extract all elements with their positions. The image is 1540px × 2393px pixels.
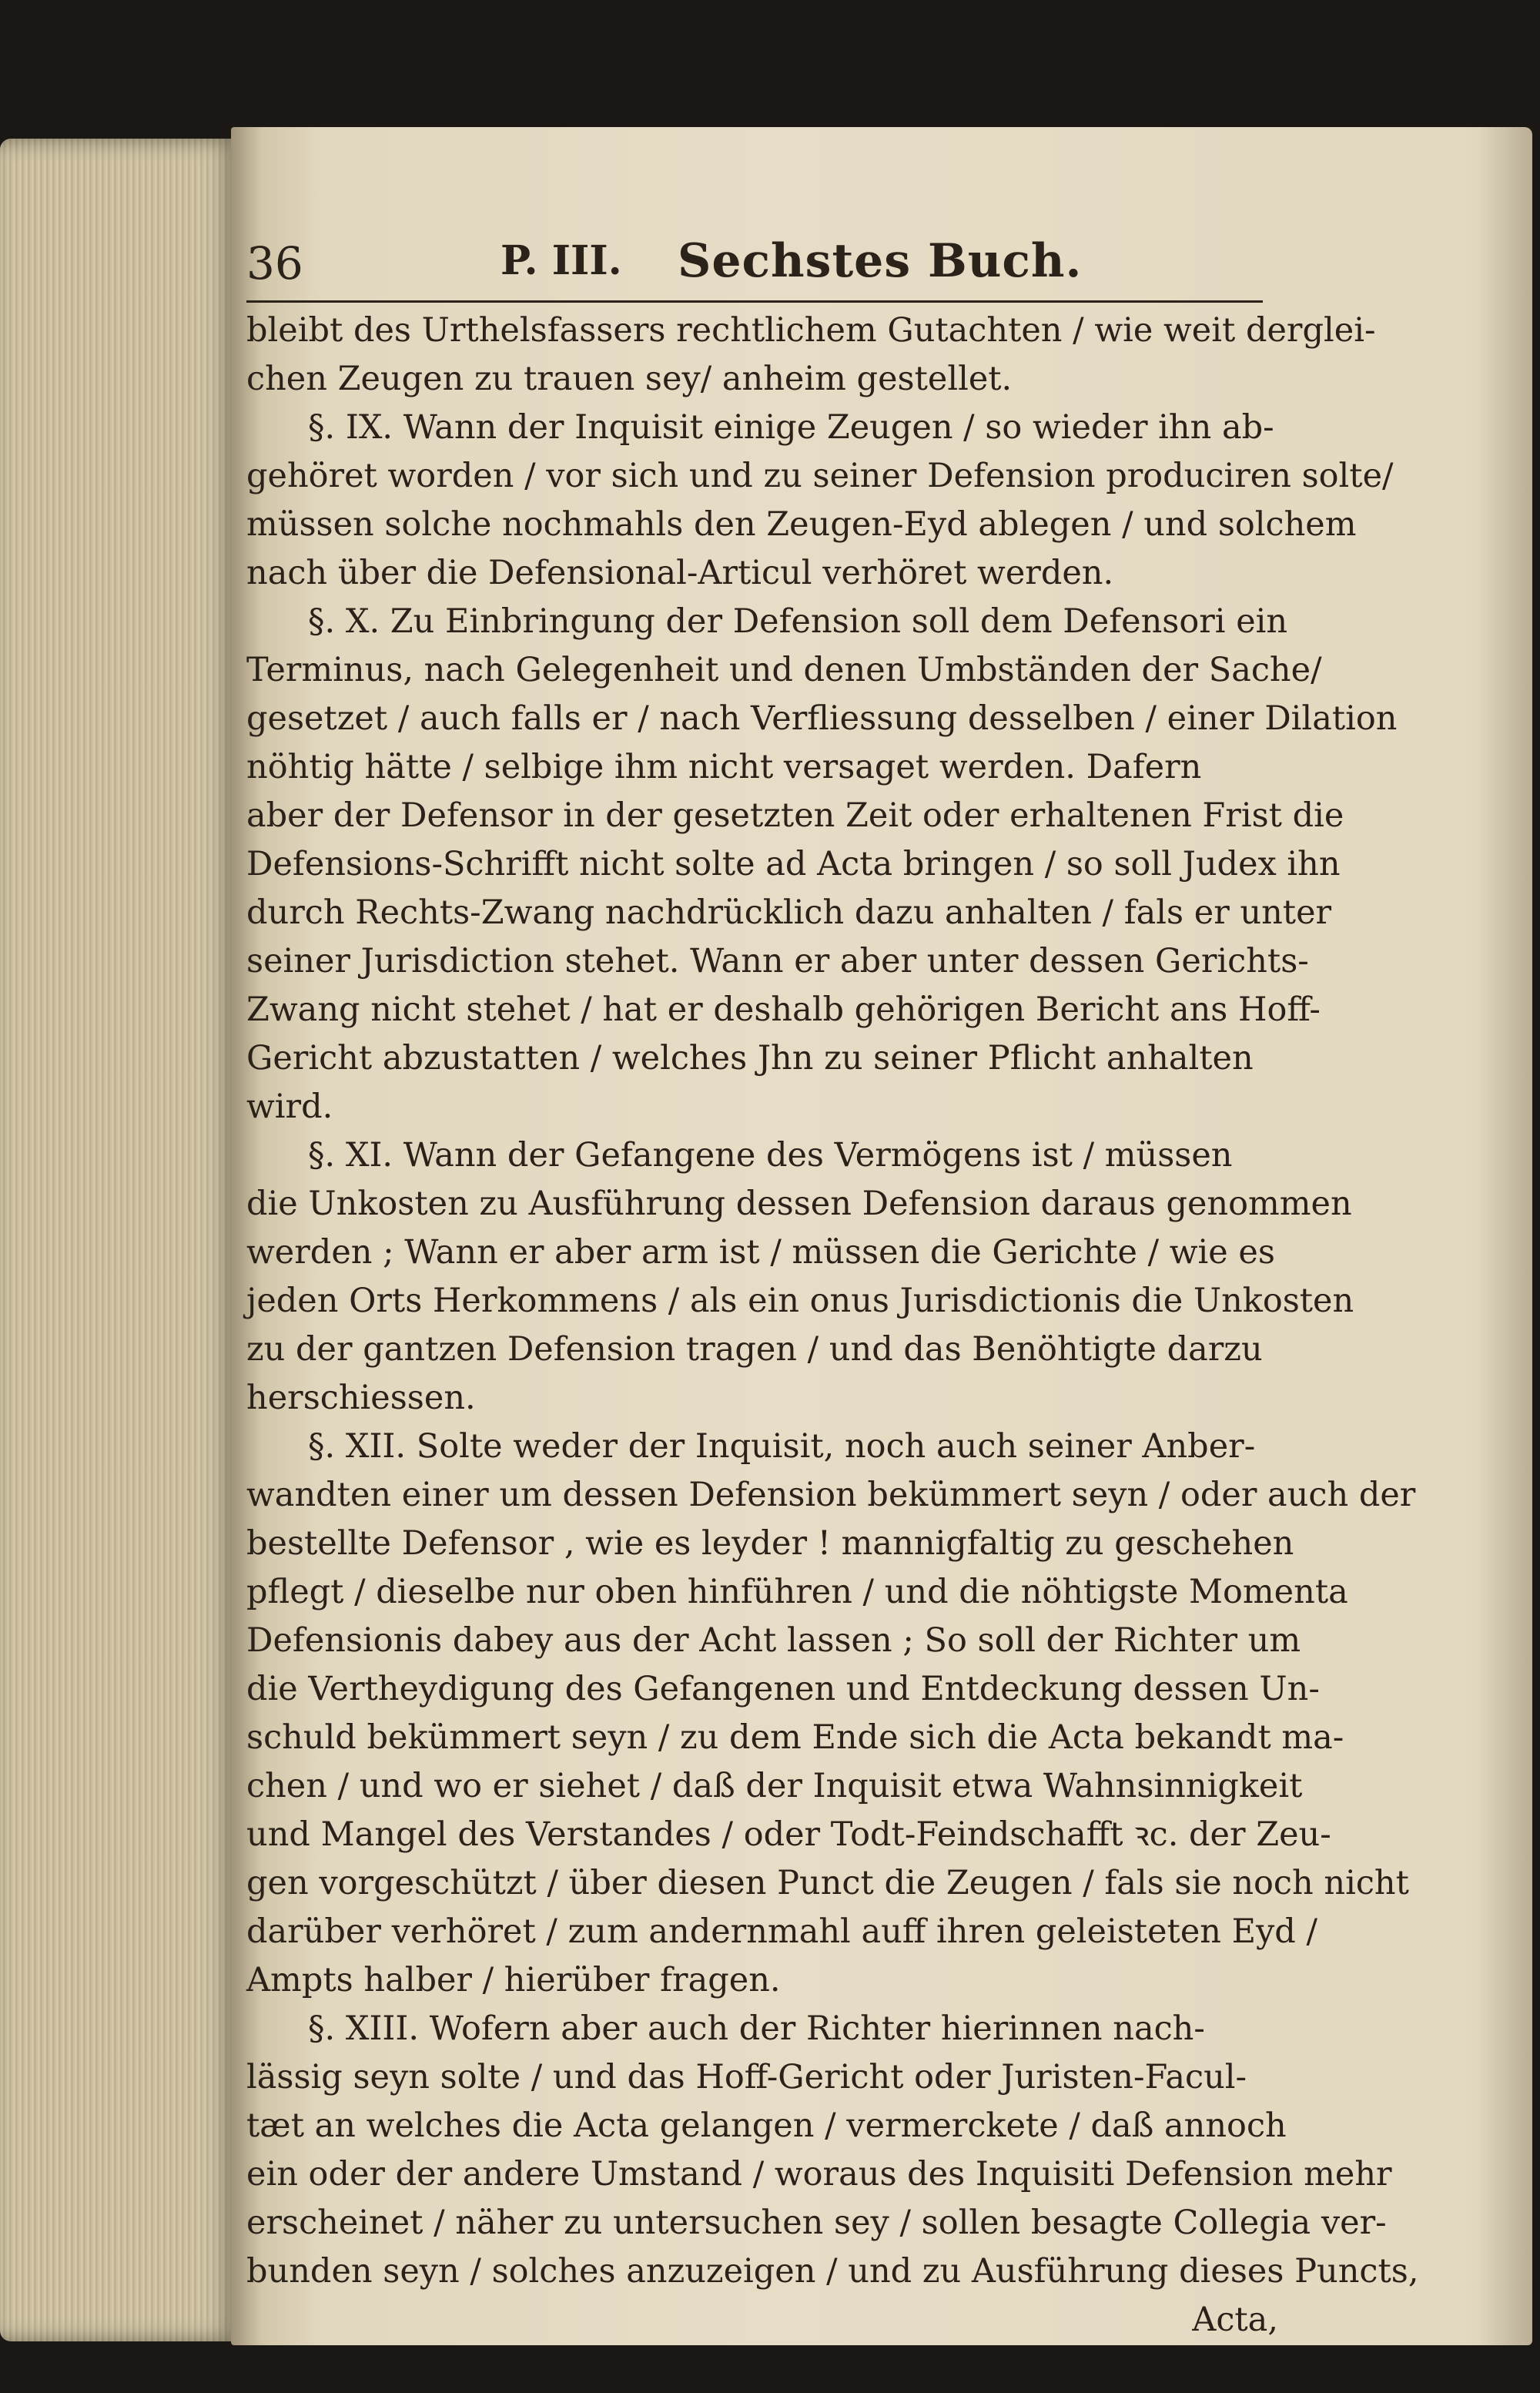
text-line: pflegt / dieselbe nur oben hinführen / und die nöhtigste Momenta <box>246 1573 1348 1611</box>
text-line: §. XI. Wann der Gefangene des Vermögens ist / müssen <box>308 1136 1233 1175</box>
text-line: Defensionis dabey aus der Acht lassen ; So soll der Richter um <box>246 1621 1301 1660</box>
text-line: jeden Orts Herkommens / als ein onus Jurisdictionis die Unkosten <box>246 1282 1354 1320</box>
text-line: seiner Jurisdiction stehet. Wann er aber unter dessen Gerichts- <box>246 942 1309 980</box>
text-line: wird. <box>246 1088 333 1126</box>
text-line: Gericht abzustatten / welches Jhn zu seiner Pflicht anhalten <box>246 1039 1254 1078</box>
text-line: aber der Defensor in der gesetzten Zeit oder erhaltenen Frist die <box>246 796 1344 835</box>
text-line: darüber verhöret / zum andernmahl auff ihren geleisteten Eyd / <box>246 1912 1317 1951</box>
text-line: müssen solche nochmahls den Zeugen-Eyd ablegen / und solchem <box>246 505 1357 544</box>
body-text <box>246 307 1419 2344</box>
text-line: herschiessen. <box>246 1379 476 1417</box>
text-line: nach über die Defensional-Articul verhöret werden. <box>246 554 1114 592</box>
text-line: bunden seyn / solches anzuzeigen / und zu Ausführung dieses Puncts, <box>246 2252 1419 2291</box>
text-line: tæt an welches die Acta gelangen / vermerckete / daß annoch <box>246 2106 1287 2145</box>
text-line: Terminus, nach Gelegenheit und denen Umbständen der Sache/ <box>246 651 1322 689</box>
text-line: chen Zeugen zu trauen sey/ anheim gestellet. <box>246 360 1013 398</box>
text-line: erscheinet / näher zu untersuchen sey / sollen besagte Collegia ver- <box>246 2204 1387 2242</box>
text-line: ein oder der andere Umstand / woraus des Inquisiti Defension mehr <box>246 2155 1392 2194</box>
text-line: die Vertheydigung des Gefangenen und Entdeckung dessen Un- <box>246 1670 1320 1708</box>
text-line: wandten einer um dessen Defension bekümmert seyn / oder auch der <box>246 1476 1416 1514</box>
catchword: Acta, <box>1192 2301 1278 2339</box>
text-line: zu der gantzen Defension tragen / und das Benöhtigte darzu <box>246 1330 1263 1369</box>
page-shadow <box>1478 127 1532 2345</box>
text-line: gehöret worden / vor sich und zu seiner Defension produciren solte/ <box>246 457 1394 495</box>
text-line: und Mangel des Verstandes / oder Todt-Feindschafft ꝛc. der Zeu- <box>246 1815 1331 1854</box>
text-line: lässig seyn solte / und das Hoff-Gericht oder Juristen-Facul- <box>246 2058 1247 2096</box>
text-line: §. IX. Wann der Inquisit einige Zeugen / so wieder ihn ab- <box>308 408 1274 447</box>
part-label: P. III. <box>500 237 622 284</box>
text-line: §. XIII. Wofern aber auch der Richter hierinnen nach- <box>308 2009 1205 2048</box>
page-edges <box>0 139 239 2341</box>
running-header <box>246 231 1263 303</box>
text-line: werden ; Wann er aber arm ist / müssen die Gerichte / wie es <box>246 1233 1275 1272</box>
text-line: die Unkosten zu Ausführung dessen Defension daraus genommen <box>246 1185 1352 1223</box>
text-line: chen / und wo er siehet / daß der Inquisit etwa Wahnsinnigkeit <box>246 1767 1303 1805</box>
book-title: Sechstes Buch. <box>678 234 1083 288</box>
text-line: Zwang nicht stehet / hat er deshalb gehörigen Bericht ans Hoff- <box>246 990 1321 1029</box>
text-line: nöhtig hätte / selbige ihm nicht versaget werden. Dafern <box>246 748 1202 786</box>
text-line: gen vorgeschützt / über diesen Punct die Zeugen / fals sie noch nicht <box>246 1864 1409 1902</box>
text-line: bestellte Defensor , wie es leyder ! mannigfaltig zu geschehen <box>246 1524 1294 1563</box>
page-number: 36 <box>246 237 303 290</box>
text-line: bleibt des Urthelsfassers rechtlichem Gutachten / wie weit derglei- <box>246 311 1376 350</box>
text-line: gesetzet / auch falls er / nach Verfliessung desselben / einer Dilation <box>246 699 1398 738</box>
text-line: Defensions-Schrifft nicht solte ad Acta bringen / so soll Judex ihn <box>246 845 1341 883</box>
text-line: durch Rechts-Zwang nachdrücklich dazu anhalten / fals er unter <box>246 893 1332 932</box>
text-line: schuld bekümmert seyn / zu dem Ende sich die Acta bekandt ma- <box>246 1718 1344 1757</box>
text-line: §. XII. Solte weder der Inquisit, noch auch seiner Anber- <box>308 1427 1256 1466</box>
text-line: §. X. Zu Einbringung der Defension soll dem Defensori ein <box>308 602 1288 641</box>
text-line: Ampts halber / hierüber fragen. <box>246 1961 781 1999</box>
